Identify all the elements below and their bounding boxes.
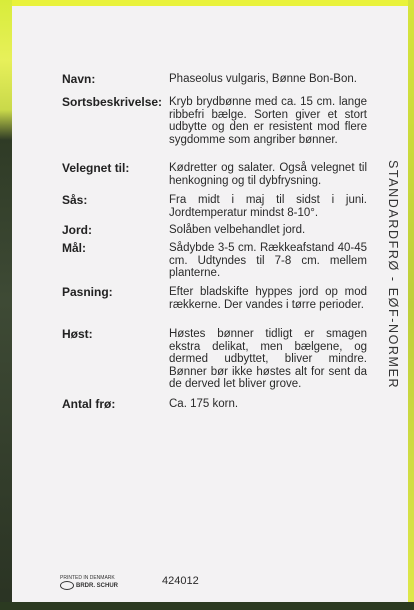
packet-edge-bottom <box>0 602 414 610</box>
field-value: Ca. 175 korn. <box>169 398 239 410</box>
field-value: Fra midt i maj til sidst i juni. Jordtemperatur mindst 8-10°. <box>169 194 367 219</box>
field-label: Pasning: <box>62 285 113 299</box>
field-label: Jord: <box>62 223 92 237</box>
printer-brand: BRDR. SCHUR <box>76 582 118 589</box>
field-value: Høstes bønner tidligt er smagen ekstra delikat, men bælgene, og dermed udbyttet, bliver mindre. Bønner bør ikke høstes alt for sent da de derved let bliver grove. <box>169 328 367 391</box>
field-value: Solåben velbehandlet jord. <box>169 224 306 236</box>
field-pasning <box>62 286 372 311</box>
packet-edge-left <box>0 0 12 610</box>
field-label: Antal frø: <box>62 397 116 411</box>
field-label: Høst: <box>62 327 93 341</box>
field-label: Sås: <box>62 193 88 207</box>
field-value: Efter bladskifte hyppes jord op mod rækkerne. Der vandes i tørre perioder. <box>169 286 367 311</box>
field-value: Kryb brydbønne med ca. 15 cm. lange ribbefri bælge. Sorten giver et stort udbytte og den er resistent mod flere sygdomme som angriber bønner. <box>169 96 367 146</box>
field-hoest <box>62 328 372 391</box>
field-maal <box>62 242 372 280</box>
packet-edge-top <box>0 0 414 6</box>
standard-note-vertical: STANDARDFRØ - EØF-NORMER <box>386 160 400 390</box>
field-antal-froe <box>62 398 372 411</box>
printer-line: PRINTED IN DENMARK <box>60 575 115 581</box>
field-value: Phaseolus vulgaris, Bønne Bon-Bon. <box>169 73 357 85</box>
printer-logo-icon <box>60 581 74 590</box>
printer-imprint <box>60 575 118 590</box>
field-saas <box>62 194 372 219</box>
product-code: 424012 <box>162 575 199 587</box>
field-label: Navn: <box>62 72 96 86</box>
field-value: Sådybde 3-5 cm. Rækkeafstand 40-45 cm. Udtyndes til 7-8 cm. mellem planterne. <box>169 242 367 280</box>
field-sortsbeskrivelse <box>62 96 372 146</box>
field-label: Mål: <box>62 241 86 255</box>
field-jord <box>62 224 372 237</box>
field-label: Velegnet til: <box>62 161 130 175</box>
field-label: Sortsbeskrivelse: <box>62 95 163 109</box>
field-value: Kødretter og salater. Også velegnet til henkogning og til dybfrysning. <box>169 162 367 187</box>
packet-edge-right <box>408 0 414 610</box>
field-velegnet-til <box>62 162 372 187</box>
field-navn <box>62 73 372 86</box>
